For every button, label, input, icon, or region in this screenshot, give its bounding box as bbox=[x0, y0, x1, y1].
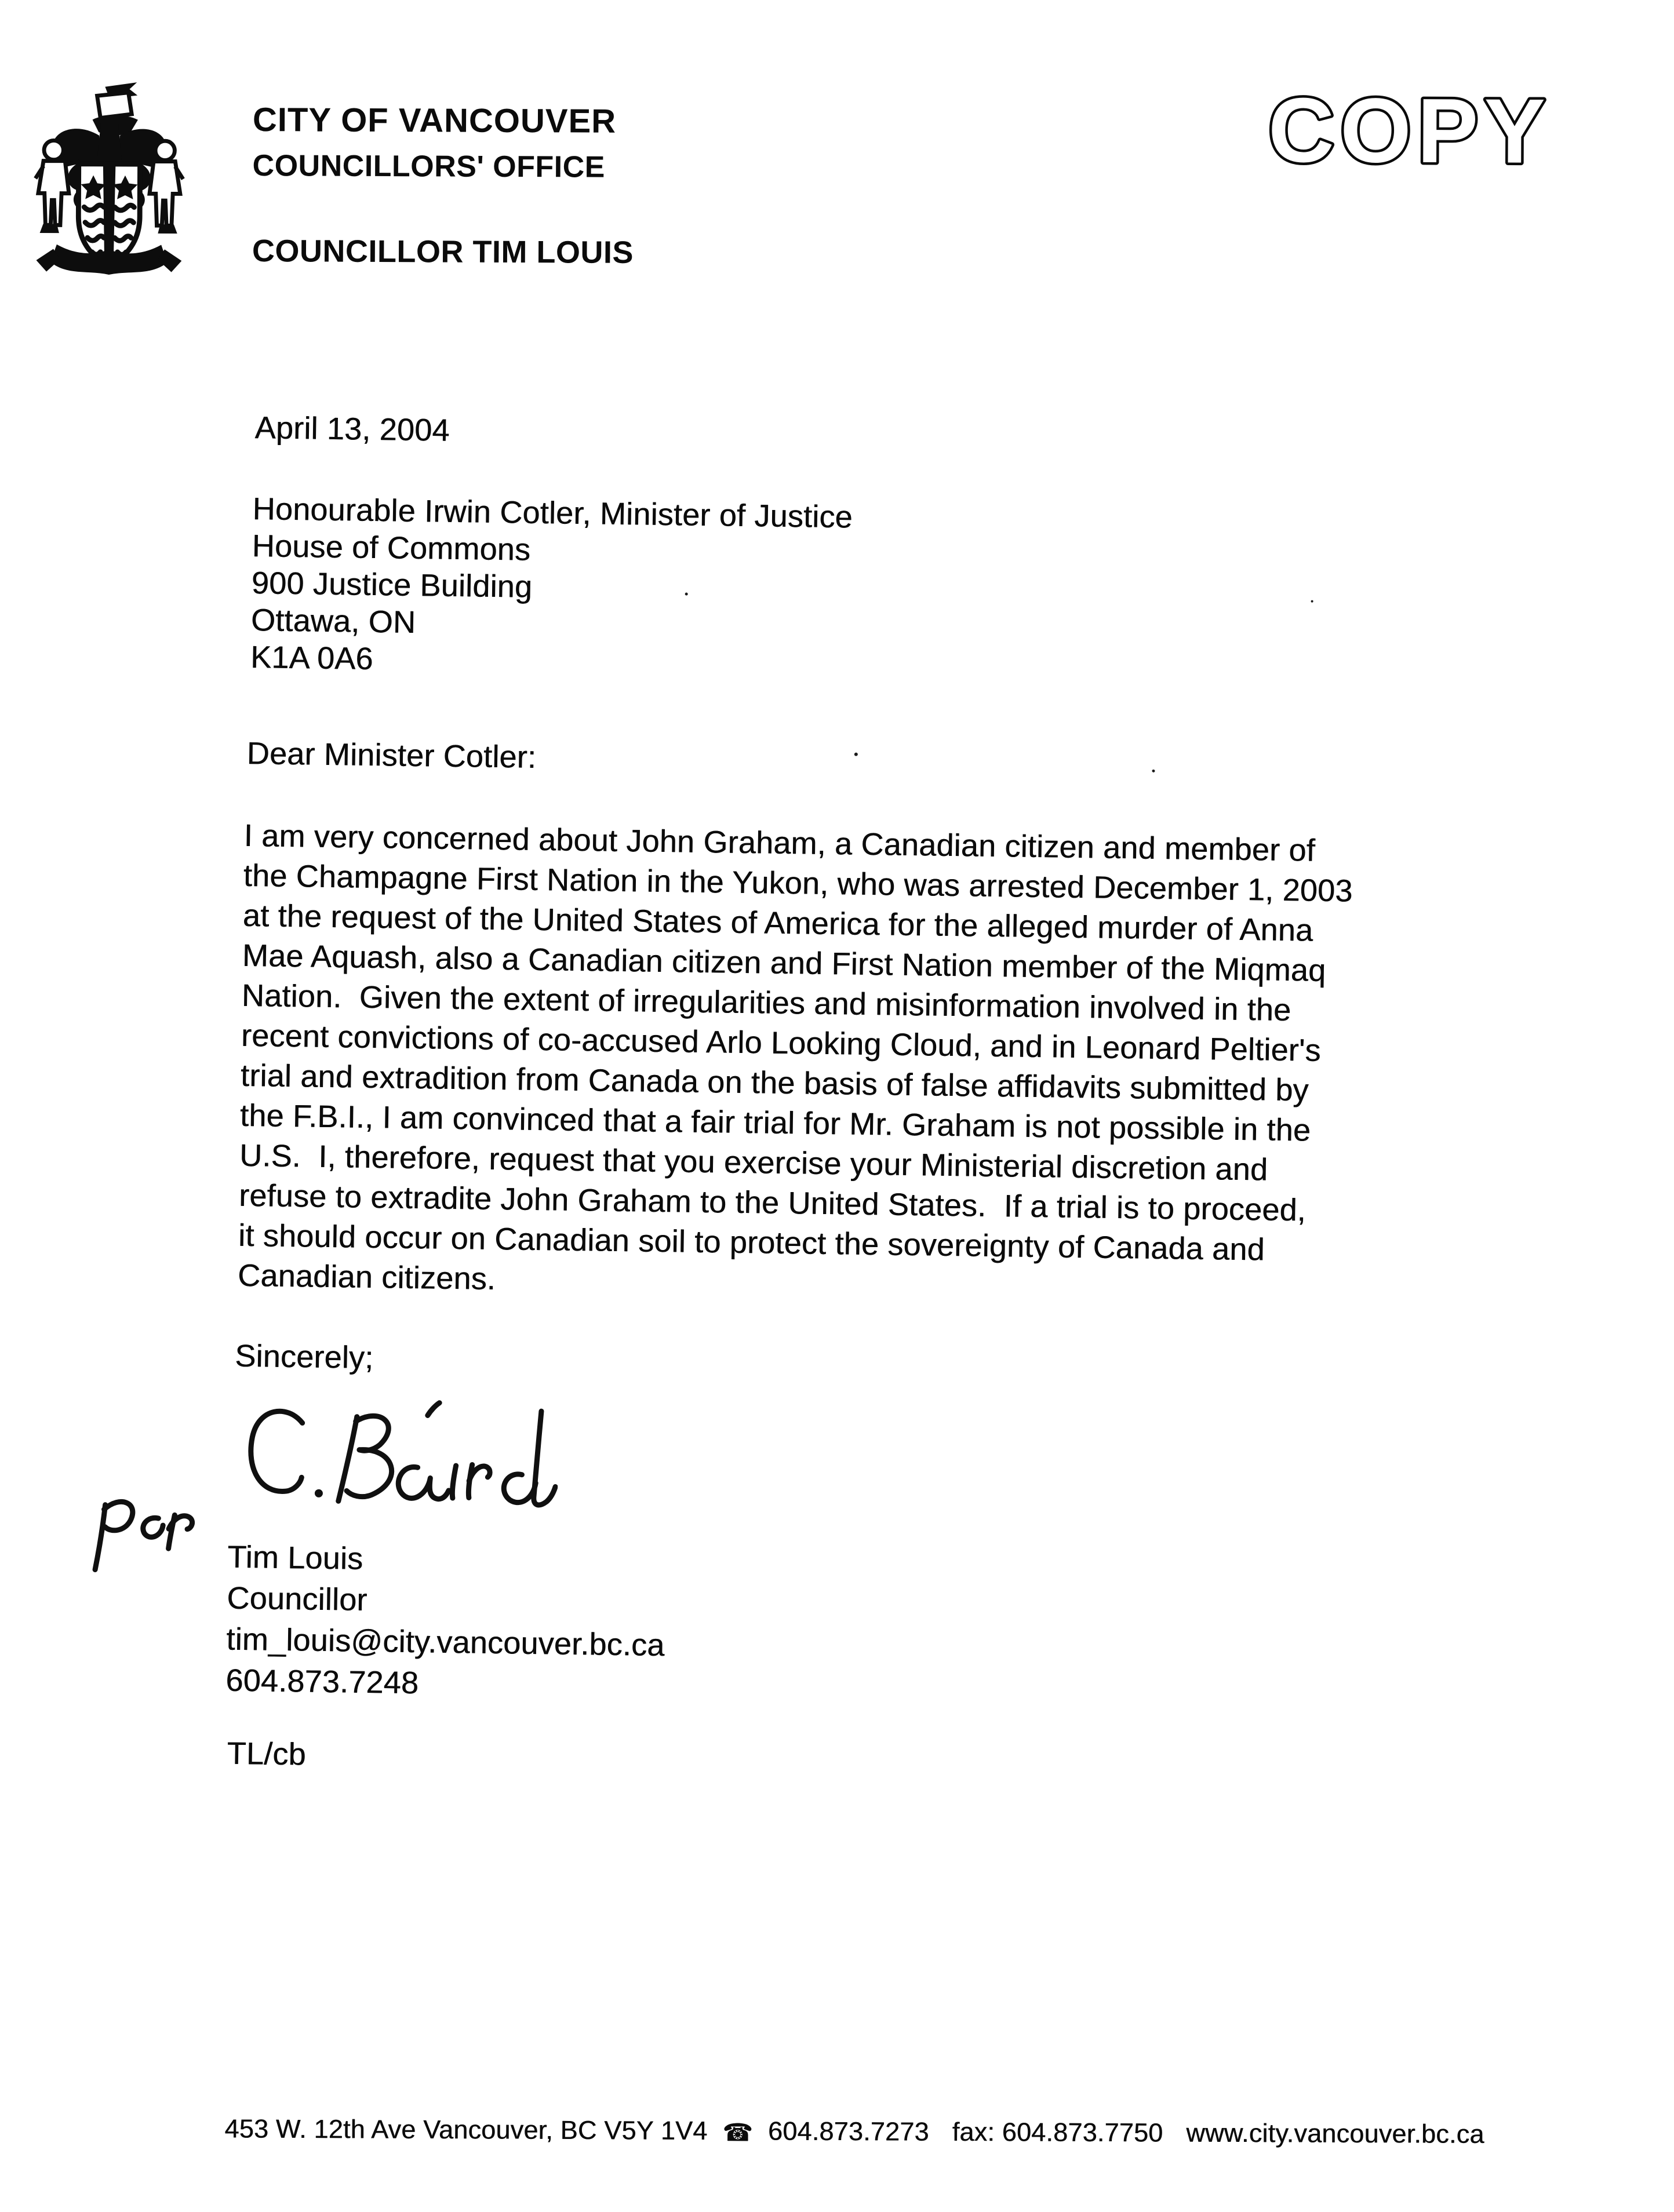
footer-phone: 604.873.7273 bbox=[767, 2116, 929, 2147]
scan-speck bbox=[685, 592, 688, 595]
signer-block bbox=[225, 1537, 666, 1708]
signer-email: tim_louis@city.vancouver.bc.ca bbox=[225, 1621, 665, 1663]
signer-name: Tim Louis bbox=[227, 1539, 363, 1576]
reference-initials: TL/cb bbox=[227, 1736, 307, 1772]
recipient-address-block bbox=[250, 490, 853, 684]
closing: Sincerely; bbox=[234, 1338, 374, 1376]
org-name: CITY OF VANCOUVER bbox=[252, 101, 617, 140]
recipient-line: K1A 0A6 bbox=[250, 640, 374, 676]
recipient-line: House of Commons bbox=[252, 529, 531, 567]
svg-text:COPY: COPY bbox=[1268, 79, 1552, 183]
letter-paragraph: I am very concerned about John Graham, a Canadian citizen and member of the Champagne First Nation in the Yukon, who was arrested December 1, 2003 at the request of the United States of America for the alleged murder of Anna Mae Aquash, also a Canadian citizen and First Nation member of the Miqmaq Nation. Given the extent of irregularities and misinformation involved in the recent convictions of co-accused Arlo Looking Cloud, and in Leonard Peltier's trial and extradition from Canada on the basis of false affidavits submitted by the F.B.I., I am convinced that a fair trial for Mr. Graham is not possible in the U.S. I, therefore, request that you exercise your Ministerial discretion and refuse to extradite John Graham to the United States. If a trial is to proceed, it should occur on Canadian soil to protect the sovereignty of Canada and Canadian citizens. bbox=[237, 818, 1353, 1297]
councillor-name-line: COUNCILLOR TIM LOUIS bbox=[252, 234, 634, 270]
scan-speck bbox=[1311, 600, 1313, 603]
letter-date: April 13, 2004 bbox=[254, 410, 450, 448]
per-annotation-handwriting bbox=[80, 1477, 208, 1577]
signer-title: Councillor bbox=[226, 1580, 367, 1618]
recipient-line: 900 Justice Building bbox=[251, 566, 533, 604]
footer-address: 453 W. 12th Ave Vancouver, BC V5Y 1V4 bbox=[224, 2113, 708, 2146]
footer-website: www.city.vancouver.bc.ca bbox=[1186, 2118, 1484, 2149]
org-office: COUNCILLORS' OFFICE bbox=[252, 149, 606, 184]
recipient-line: Ottawa, ON bbox=[250, 603, 416, 640]
salutation: Dear Minister Cotler: bbox=[246, 735, 537, 775]
signer-phone: 604.873.7248 bbox=[225, 1663, 419, 1701]
recipient-line: Honourable Irwin Cotler, Minister of Justice bbox=[252, 491, 853, 535]
scan-speck bbox=[1152, 770, 1155, 772]
footer-fax: fax: 604.873.7750 bbox=[952, 2116, 1163, 2148]
telephone-icon: ☎ bbox=[722, 2118, 754, 2147]
scan-speck bbox=[854, 753, 858, 756]
signature-handwriting bbox=[233, 1386, 559, 1513]
